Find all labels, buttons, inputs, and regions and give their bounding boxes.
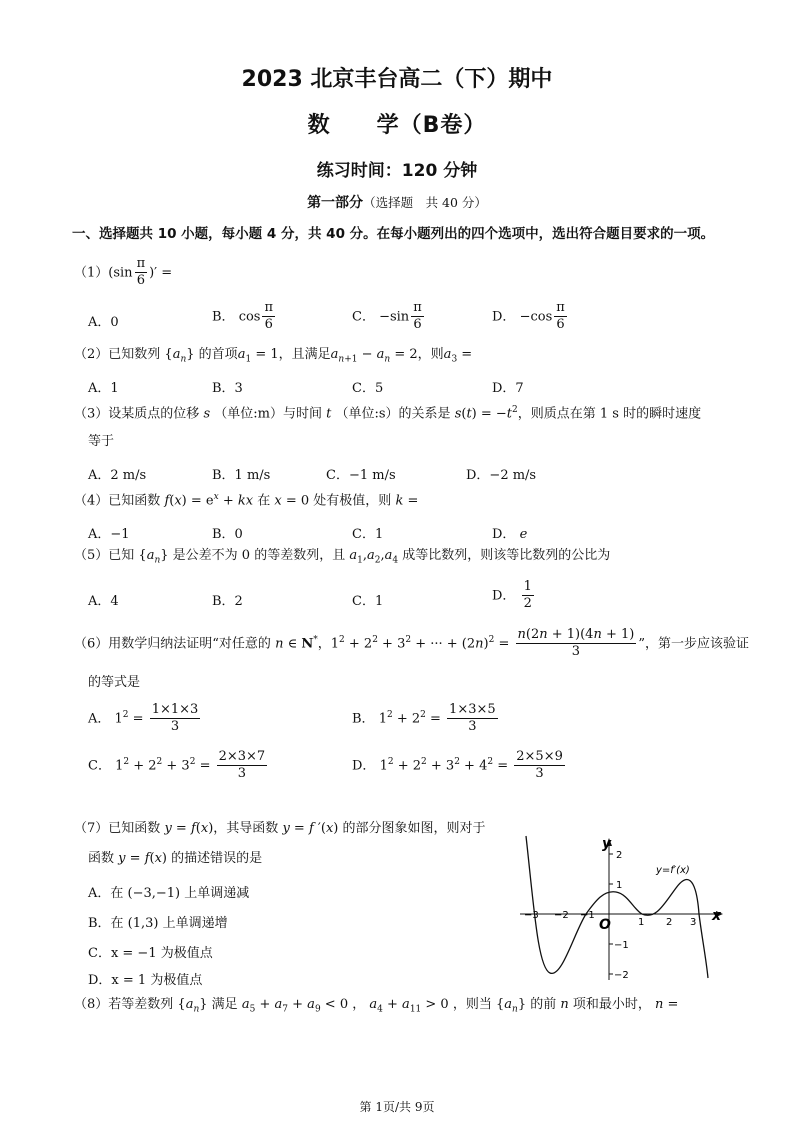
q4-option-c[interactable]: C．1 bbox=[352, 527, 384, 542]
q3-option-a[interactable]: A．2 m/s bbox=[88, 468, 147, 483]
y-axis-label: y bbox=[602, 836, 612, 852]
origin-label: O bbox=[599, 917, 611, 933]
q3-option-d[interactable]: D．−2 m/s bbox=[466, 468, 537, 483]
q6-option-a[interactable]: A． $1^2$ = $\frac{1\times 1\times 3}{3}$ bbox=[88, 702, 199, 735]
question-6: （6）用数学归纳法证明“对任意的 n ∈ N*，$1^2 + 2^2 + 3^2$ + ··· + $(2n)^2$ = $\frac{n(2n + 1)(4n + 1)}{3}$ ”，第一步应该验证 bbox=[74, 627, 749, 660]
q6-option-c[interactable]: C． $1^2 + 2^2 + 3^2$ = $\frac{2\times 3\times 7}{3}$ bbox=[88, 749, 266, 782]
x-tick-neg2: −2 bbox=[554, 910, 569, 921]
q4-option-d[interactable]: D． e bbox=[492, 527, 528, 542]
q5-option-b[interactable]: B．2 bbox=[212, 594, 243, 609]
question-5: （5）已知 $\{a_n\}$ 是公差不为 0 的等差数列，且 $a_1,a_2,a_4$ 成等比数列，则该等比数列的公比为 bbox=[74, 548, 611, 566]
q3-option-b[interactable]: B．1 m/s bbox=[212, 468, 271, 483]
y-tick-neg2: −2 bbox=[614, 970, 629, 981]
part-label: 第一部分 bbox=[307, 195, 364, 211]
y-tick-1: 1 bbox=[616, 880, 623, 891]
q2-option-b[interactable]: B．3 bbox=[212, 381, 243, 396]
q5-option-c[interactable]: C．1 bbox=[352, 594, 384, 609]
q7-option-c[interactable]: C．x = −1 为极值点 bbox=[88, 946, 213, 961]
q5-option-a[interactable]: A．4 bbox=[88, 594, 119, 609]
derivative-graph bbox=[516, 828, 728, 988]
y-tick-2: 2 bbox=[616, 850, 623, 861]
q2-option-a[interactable]: A．1 bbox=[88, 381, 119, 396]
exam-title: 2023 北京丰台高二（下）期中 bbox=[241, 67, 553, 92]
q1-option-d[interactable]: D． −cos $\frac{\pi}{6}$ bbox=[492, 300, 565, 333]
q1-option-b[interactable]: B． cos $\frac{\pi}{6}$ bbox=[212, 300, 274, 333]
q7-option-d[interactable]: D．x = 1 为极值点 bbox=[88, 973, 203, 988]
x-tick-neg1: −1 bbox=[580, 910, 595, 921]
question-7: （7）已知函数 y = f(x)，其导函数 y = f ′(x) 的部分图象如图，则对于 bbox=[74, 821, 486, 836]
q4-option-a[interactable]: A．−1 bbox=[88, 527, 130, 542]
x-tick-neg3: −3 bbox=[524, 910, 539, 921]
q1-option-c[interactable]: C． −sin $\frac{\pi}{6}$ bbox=[352, 300, 422, 333]
question-3-line2: 等于 bbox=[88, 434, 115, 449]
y-tick-neg1: −1 bbox=[614, 940, 629, 951]
q7-option-b[interactable]: B．在 (1,3) 上单调递增 bbox=[88, 916, 228, 931]
q4-option-b[interactable]: B．0 bbox=[212, 527, 243, 542]
q7-option-a[interactable]: A．在 (−3,−1) 上单调递减 bbox=[88, 886, 250, 901]
question-7-line2: 函数 y = f(x) 的描述错误的是 bbox=[88, 851, 263, 866]
x-tick-1: 1 bbox=[638, 917, 645, 928]
page-footer: 第 1页/共 9页 bbox=[359, 1100, 435, 1114]
q1-option-a[interactable]: A．0 bbox=[88, 315, 119, 330]
question-2: （2）已知数列 $\{a_n\}$ 的首项$a_1 = 1$，且满足$a_{n+1} - a_n = 2$，则$a_3$ = bbox=[74, 347, 473, 365]
curve-label: y=f′(x) bbox=[656, 865, 690, 876]
q2-option-c[interactable]: C．5 bbox=[352, 381, 384, 396]
exam-time: 练习时间：120 分钟 bbox=[316, 161, 478, 181]
section-instructions: 一、选择题共 10 小题，每小题 4 分，共 40 分。在每小题列出的四个选项中，选出符合题目要求的一项。 bbox=[72, 226, 715, 242]
part-heading bbox=[0, 192, 794, 212]
question-1: （1）(sin $\frac{\pi}{6}$ )′ = bbox=[74, 256, 173, 289]
question-4: （4）已知函数 $f(x) = e^x$ + kx 在 x = 0 处有极值，则 k = bbox=[74, 492, 419, 509]
question-8: （8）若等差数列 $\{a_n\}$ 满足 $a_5 + a_7 + a_9 < 0$ ， $a_4 + a_{11} > 0$ ，则当 $\{a_n\}$ 的前 n 项和最小时， n = bbox=[74, 997, 679, 1015]
subject-title: 数 学（B卷） bbox=[307, 113, 487, 138]
q6-option-b[interactable]: B． $1^2 + 2^2$ = $\frac{1\times 3\times 5}{3}$ bbox=[352, 702, 496, 735]
q1-number: （1） bbox=[74, 265, 109, 281]
x-tick-2: 2 bbox=[666, 917, 673, 928]
x-tick-3: 3 bbox=[690, 917, 697, 928]
question-3: （3）设某质点的位移 s （单位:m）与时间 t （单位:s）的关系是 $s(t) = -t^2$，则质点在第 1 s 时的瞬时速度 bbox=[74, 405, 702, 422]
q3-option-c[interactable]: C．−1 m/s bbox=[326, 468, 396, 483]
q6-option-d[interactable]: D． $1^2 + 2^2 + 3^2 + 4^2$ = $\frac{2\times 5\times 9}{3}$ bbox=[352, 749, 563, 782]
x-axis-label: x bbox=[712, 908, 722, 924]
question-6-line2: 的等式是 bbox=[88, 675, 141, 690]
q5-option-d[interactable]: D． $\frac{1}{2}$ bbox=[492, 579, 532, 612]
q2-option-d[interactable]: D．7 bbox=[492, 381, 524, 396]
part-note: （选择题 共 40 分） bbox=[363, 195, 487, 210]
